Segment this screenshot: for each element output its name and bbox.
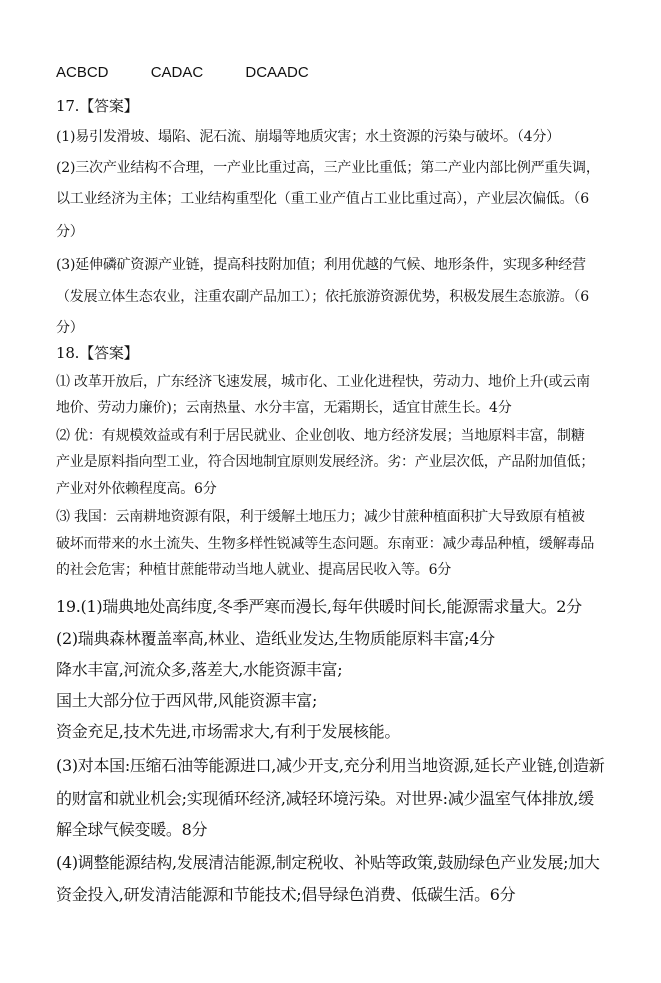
q18-line: 产业是原料指向型工业，符合因地制宜原则发展经济。劣：产业层次低，产品附加值低； — [56, 454, 595, 470]
q17-line: 以工业经济为主体；工业结构重型化（重工业产值占工业比重过高），产业层次偏低。（6 — [56, 191, 589, 207]
q17-line: （发展立体生态农业，注重农副产品加工）；依托旅游资源优势，积极发展生态旅游。（6 — [56, 289, 589, 305]
q19-line: 资金充足,技术先进,市场需求大,有利于发展核能。 — [56, 722, 401, 741]
q19-line: 解全球气候变暖。8分 — [56, 820, 208, 839]
q17-line: (3)延伸磷矿资源产业链，提高科技附加值；利用优越的气候、地形条件，实现多种经营 — [56, 257, 586, 273]
q18-line: ⑴ 改革开放后，广东经济飞速发展，城市化、工业化进程快，劳动力、地价上升(或云南 — [56, 374, 590, 390]
q18-line: 地价、劳动力廉价)；云南热量、水分丰富，无霜期长，适宜甘蔗生长。4分 — [56, 400, 512, 416]
q18-line: 破坏而带来的水土流失、生物多样性锐减等生态问题。东南亚：减少毒品种植，缓解毒品 — [56, 536, 595, 552]
q19-line: 资金投入,研发清洁能源和节能技术;倡导绿色消费、低碳生活。6分 — [56, 885, 516, 904]
answer-group-2: CADAC — [150, 64, 204, 81]
q18-heading: 18.【答案】 — [56, 344, 139, 362]
q18-line: 产业对外依赖程度高。6分 — [56, 481, 217, 497]
q17-line: (2)三次产业结构不合理，一产业比重过高，三产业比重低；第二产业内部比例严重失调， — [56, 160, 600, 176]
multiple-choice-answers — [56, 64, 347, 81]
q19-line: 的财富和就业机会;实现循环经济,减轻环境污染。对世界:减少温室气体排放,缓 — [56, 789, 594, 808]
q19-line: 19.(1)瑞典地处高纬度,冬季严寒而漫长,每年供暖时间长,能源需求量大。2分 — [56, 597, 582, 616]
q18-line: 的社会危害；种植甘蔗能带动当地人就业、提高居民收入等。6分 — [56, 562, 452, 578]
q17-line: 分） — [56, 224, 84, 240]
q18-line: ⑶ 我国：云南耕地资源有限，利于缓解土地压力；减少甘蔗种植面积扩大导致原有植被 — [56, 509, 585, 525]
q19-line: 国土大部分位于西风带,风能资源丰富; — [56, 691, 318, 710]
q18-line: ⑵ 优：有规模效益或有利于居民就业、企业创收、地方经济发展；当地原料丰富，制糖 — [56, 428, 585, 444]
q17-heading: 17.【答案】 — [56, 97, 139, 115]
answer-group-1: ACBCD — [56, 64, 109, 81]
q19-line: (4)调整能源结构,发展清洁能源,制定税收、补贴等政策,鼓励绿色产业发展;加大 — [56, 853, 600, 872]
q17-line: 分） — [56, 320, 84, 336]
answer-group-3: DCAADC — [245, 64, 309, 81]
q17-line: (1)易引发滑坡、塌陷、泥石流、崩塌等地质灾害；水土资源的污染与破坏。（4分） — [56, 129, 560, 145]
q19-line: (3)对本国:压缩石油等能源进口,减少开支,充分利用当地资源,延长产业链,创造新 — [56, 756, 605, 775]
q19-line: (2)瑞典森林覆盖率高,林业、造纸业发达,生物质能原料丰富;4分 — [56, 629, 495, 648]
q19-line: 降水丰富,河流众多,落差大,水能资源丰富; — [56, 660, 343, 679]
